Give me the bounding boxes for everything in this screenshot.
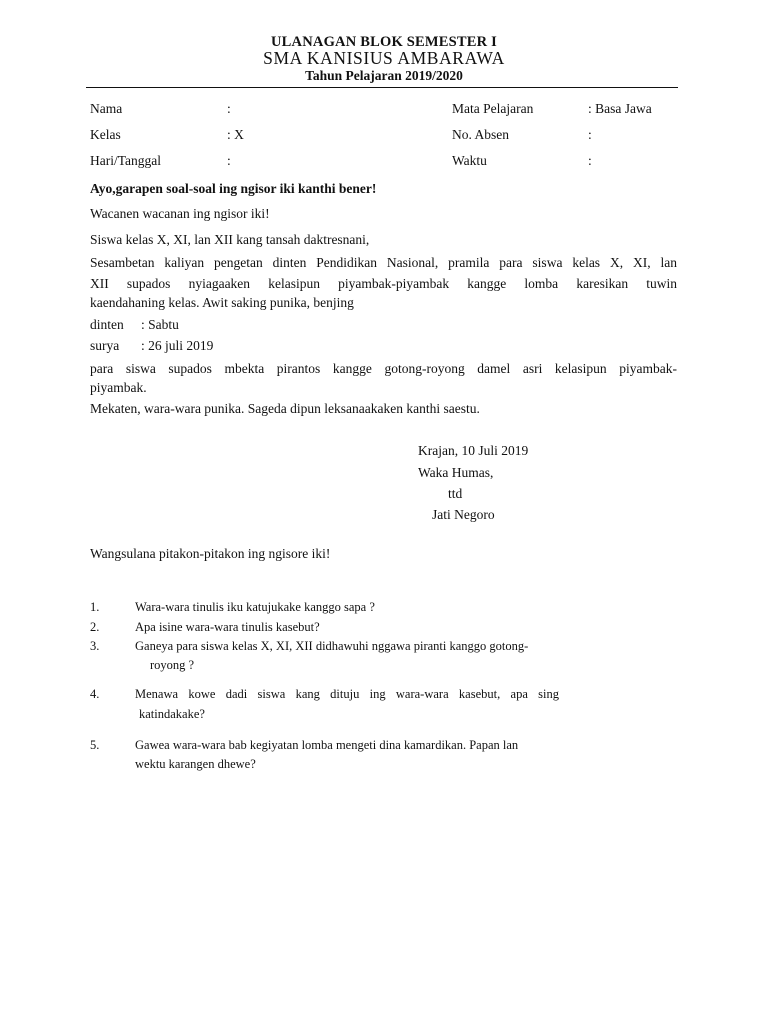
waktu-value: :: [588, 153, 592, 168]
question-number: 5.: [90, 738, 100, 752]
school-name: SMA KANISIUS AMBARAWA: [263, 48, 505, 68]
question-number: 3.: [90, 639, 100, 653]
absen-label: No. Absen: [452, 127, 509, 142]
header-divider: [86, 87, 678, 88]
mapel-value: : Basa Jawa: [588, 101, 652, 116]
waktu-label: Waktu: [452, 153, 487, 168]
question-number: 2.: [90, 620, 100, 634]
surya-value: : 26 juli 2019: [141, 338, 214, 353]
dinten-label: dinten: [90, 317, 124, 332]
nama-label: Nama: [90, 101, 123, 116]
absen-value: :: [588, 127, 592, 142]
mapel-label: Mata Pelajaran: [452, 101, 534, 116]
question-text: Ganeya para siswa kelas X, XI, XII didhawuhi nggawa piranti kanggo gotong-: [135, 639, 529, 653]
question-number: 1.: [90, 600, 100, 614]
passage-line: XII supados nyiagaaken kelasipun piyambak-piyambak kangge lomba karesikan tuwin: [90, 276, 677, 291]
dinten-value: : Sabtu: [141, 317, 179, 332]
kelas-value: : X: [227, 127, 244, 142]
signature-place-date: Krajan, 10 Juli 2019: [418, 443, 529, 458]
signature-ttd: ttd: [448, 486, 463, 501]
question-text: Gawea wara-wara bab kegiyatan lomba mengeti dina kamardikan. Papan lan: [135, 738, 519, 752]
question-text-cont: katindakake?: [139, 707, 205, 721]
instruction-heading: Ayo,garapen soal-soal ing ngisor iki kanthi bener!: [90, 181, 377, 196]
question-text: Wara-wara tinulis iku katujukake kanggo sapa ?: [135, 600, 375, 614]
question-text-cont: wektu karangen dhewe?: [135, 757, 256, 771]
read-prompt: Wacanen wacanan ing ngisor iki!: [90, 206, 270, 221]
passage-line: kaendahaning kelas. Awit saking punika, benjing: [90, 295, 354, 310]
hari-value: :: [227, 153, 231, 168]
academic-year: Tahun Pelajaran 2019/2020: [305, 68, 463, 83]
question-text: Apa isine wara-wara tinulis kasebut?: [135, 620, 320, 634]
passage-line: Sesambetan kaliyan pengetan dinten Pendidikan Nasional, pramila para siswa kelas X, XI, lan: [90, 255, 677, 270]
signature-role: Waka Humas,: [418, 465, 494, 480]
question-text-cont: royong ?: [150, 658, 195, 672]
question-text: Menawa kowe dadi siswa kang dituju ing wara-wara kasebut, apa sing: [135, 687, 559, 701]
kelas-label: Kelas: [90, 127, 121, 142]
answer-prompt: Wangsulana pitakon-pitakon ing ngisore iki!: [90, 546, 331, 561]
question-number: 4.: [90, 687, 100, 701]
nama-value: :: [227, 101, 231, 116]
passage-closing: Mekaten, wara-wara punika. Sageda dipun leksanaakaken kanthi saestu.: [90, 401, 480, 416]
passage-line: para siswa supados mbekta pirantos kangge gotong-royong damel asri kelasipun piyambak-: [90, 361, 677, 376]
exam-title: ULANAGAN BLOK SEMESTER I: [271, 34, 497, 50]
surya-label: surya: [90, 338, 120, 353]
passage-line: piyambak.: [90, 380, 147, 395]
signature-name: Jati Negoro: [432, 507, 495, 522]
hari-label: Hari/Tanggal: [90, 153, 162, 168]
passage-greeting: Siswa kelas X, XI, lan XII kang tansah daktresnani,: [90, 232, 370, 247]
